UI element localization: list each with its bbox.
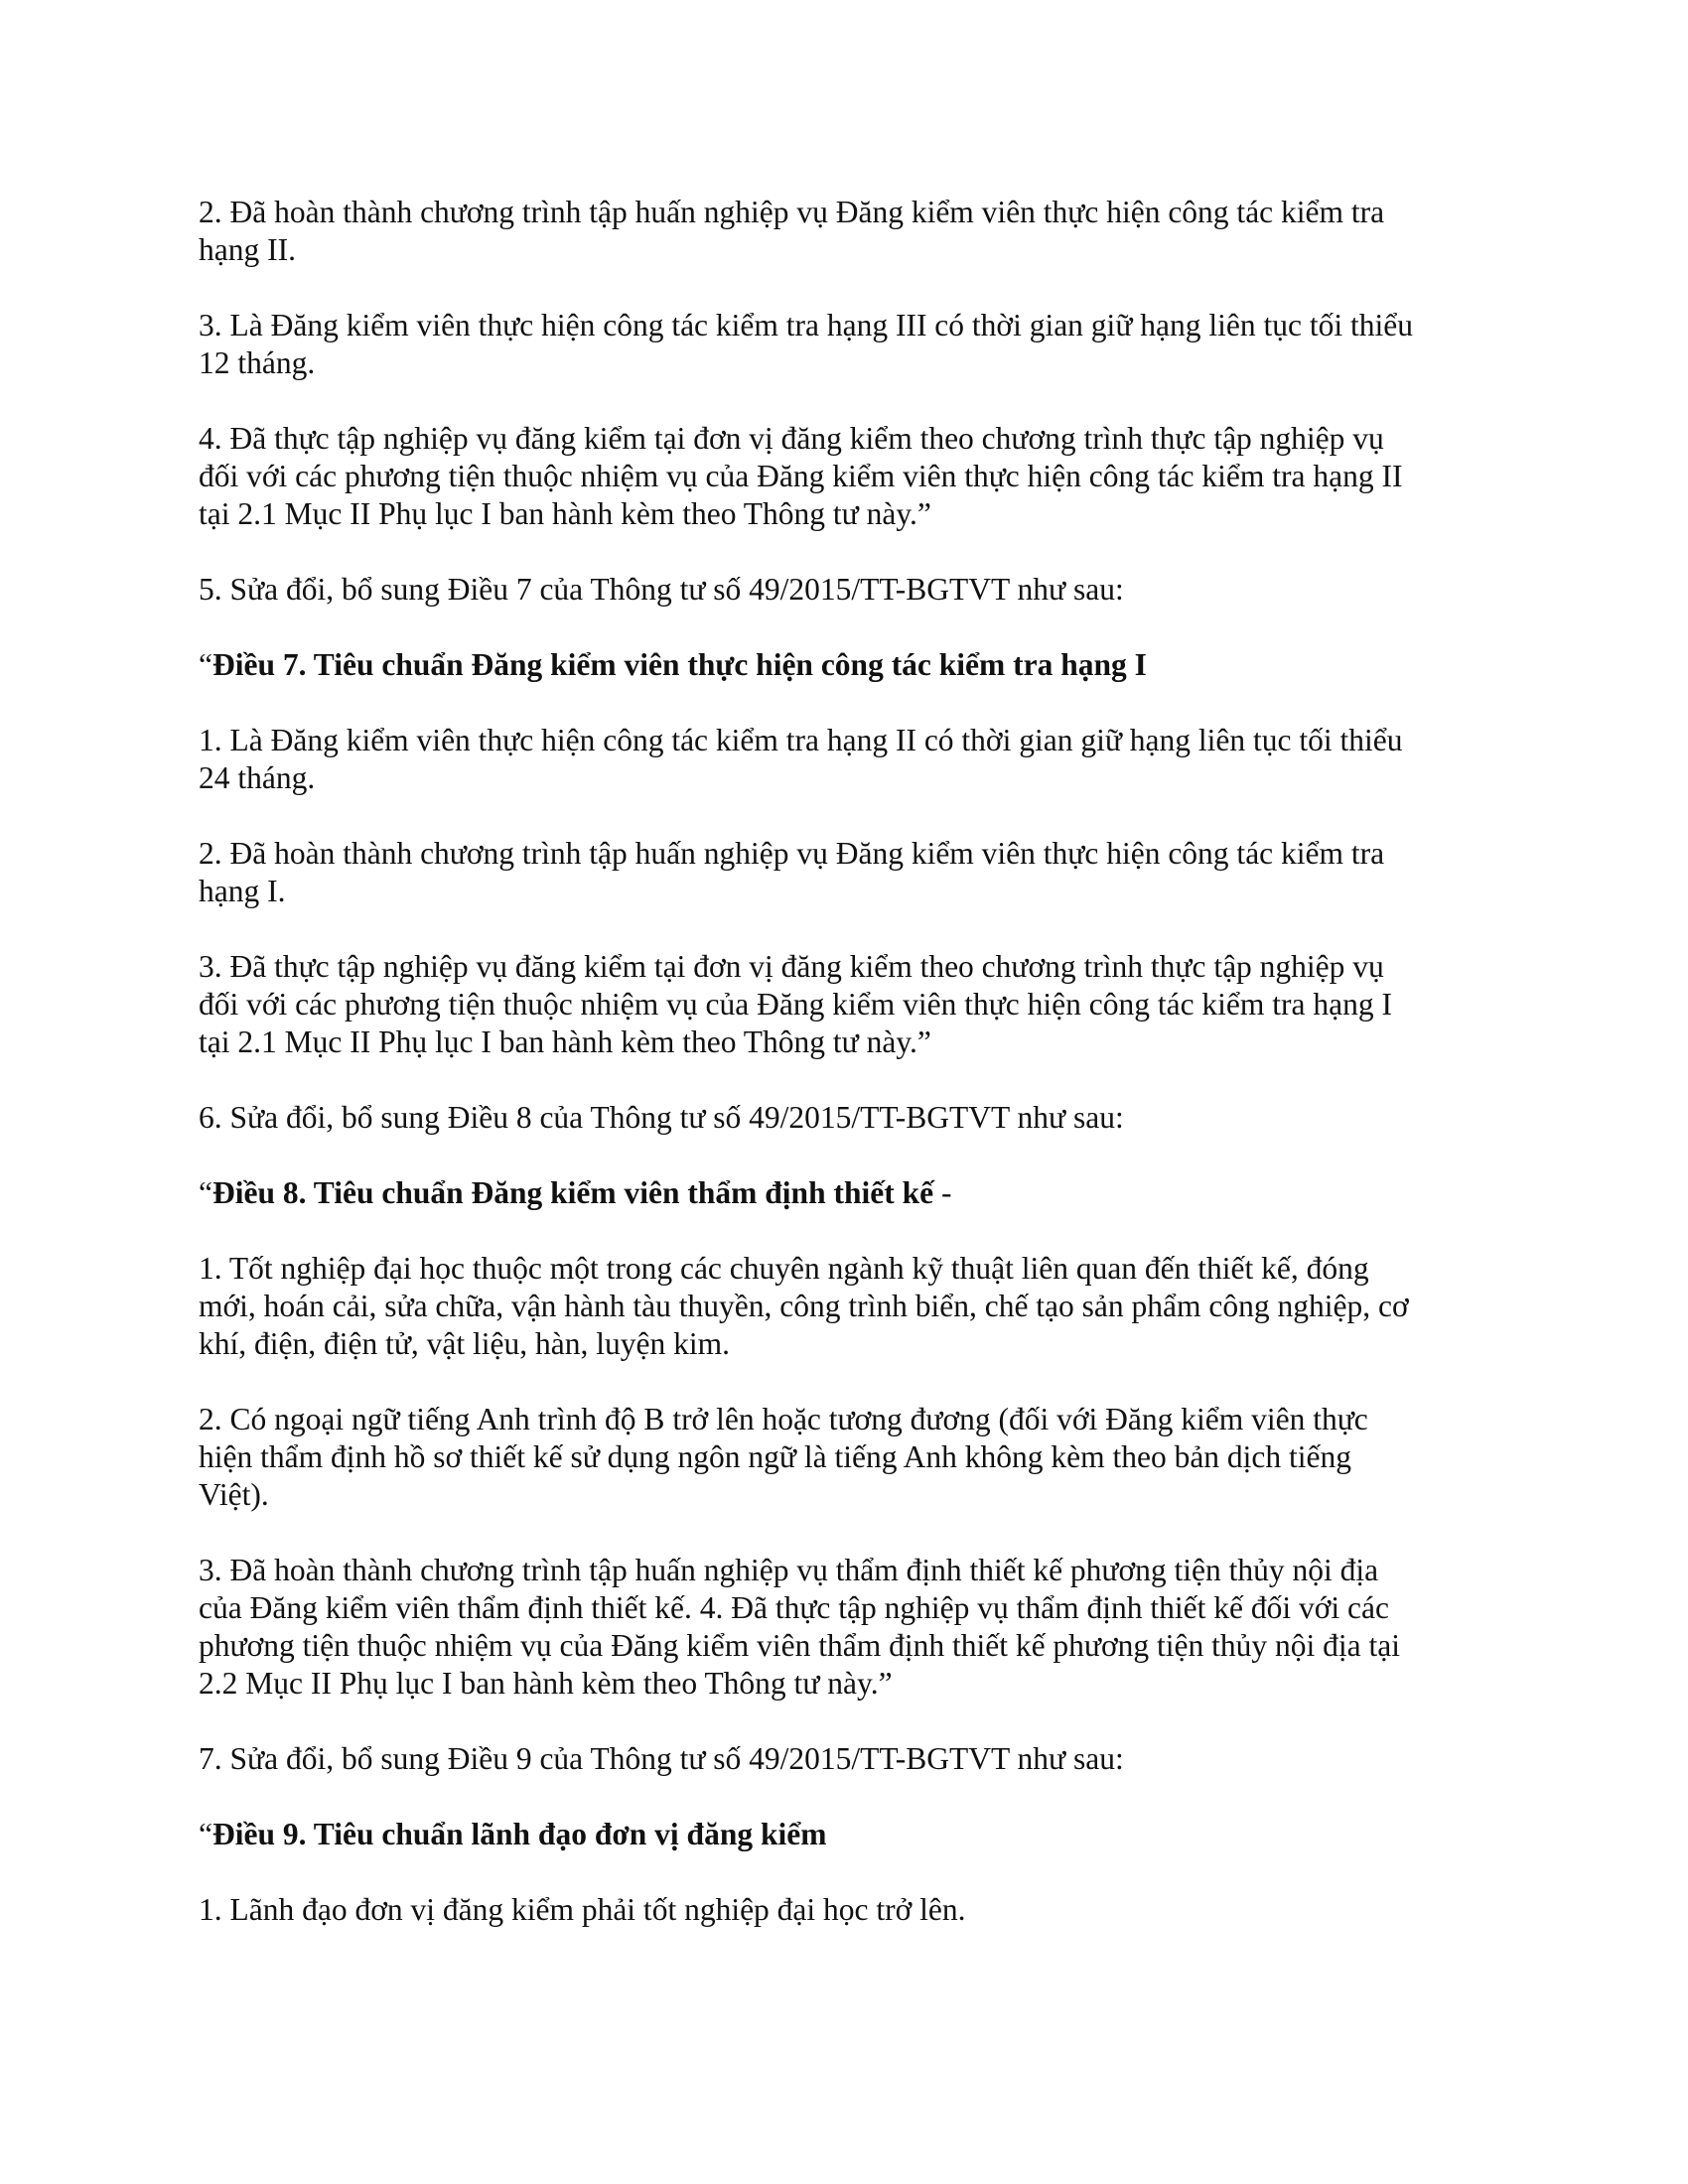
article-7-title: Điều 7. Tiêu chuẩn Đăng kiểm viên thực hiện công tác kiểm tra hạng I xyxy=(211,647,1147,682)
open-quote: “ xyxy=(199,647,212,682)
article-9-title: Điều 9. Tiêu chuẩn lãnh đạo đơn vị đăng kiểm xyxy=(211,1817,827,1851)
article-7-item-1: 1. Là Đăng kiểm viên thực hiện công tác kiểm tra hạng II có thời gian giữ hạng liên tục tối thiểu 24 tháng. xyxy=(199,723,1403,795)
article-8-item-3: 3. Đã hoàn thành chương trình tập huấn nghiệp vụ thẩm định thiết kế phương tiện thủy nội địa của Đăng kiểm viên thẩm định thiết kế. 4. Đã thực tập nghiệp vụ thẩm định thiết kế đối với các phương tiện thuộc nhiệm vụ của Đăng kiểm viên thẩm định thiết kế phương tiện thủy nội địa tại 2.2 Mục II Phụ lục I ban hành kèm theo Thông tư này.” xyxy=(199,1553,1400,1701)
document-page xyxy=(199,194,1489,1967)
article-7-heading xyxy=(199,646,1489,684)
article-7-item-3: 3. Đã thực tập nghiệp vụ đăng kiểm tại đơn vị đăng kiểm theo chương trình thực tập nghiệp vụ đối với các phương tiện thuộc nhiệm vụ của Đăng kiểm viên thực hiện công tác kiểm tra hạng I tại 2.1 Mục II Phụ lục I ban hành kèm theo Thông tư này.” xyxy=(199,949,1392,1059)
article-9-heading xyxy=(199,1816,1489,1853)
article-7-item-2: 2. Đã hoàn thành chương trình tập huấn nghiệp vụ Đăng kiểm viên thực hiện công tác kiểm tra hạng I. xyxy=(199,836,1385,908)
article-8-item-1: 1. Tốt nghiệp đại học thuộc một trong các chuyên ngành kỹ thuật liên quan đến thiết kế, đóng mới, hoán cải, sửa chữa, vận hành tàu thuyền, công trình biển, chế tạo sản phẩm công nghiệp, cơ khí, điện, điện tử, vật liệu, hàn, luyện kim. xyxy=(199,1251,1409,1361)
amendment-clause-5: 5. Sửa đổi, bổ sung Điều 7 của Thông tư số 49/2015/TT-BGTVT như sau: xyxy=(199,572,1124,607)
open-quote: “ xyxy=(199,1175,212,1210)
article-8-title: Điều 8. Tiêu chuẩn Đăng kiểm viên thẩm định thiết kế xyxy=(211,1175,934,1210)
article-9-item-1: 1. Lãnh đạo đơn vị đăng kiểm phải tốt nghiệp đại học trở lên. xyxy=(199,1892,966,1927)
paragraph-item-3: 3. Là Đăng kiểm viên thực hiện công tác kiểm tra hạng III có thời gian giữ hạng liên tục tối thiểu 12 tháng. xyxy=(199,308,1413,380)
article-8-item-2: 2. Có ngoại ngữ tiếng Anh trình độ B trở lên hoặc tương đương (đối với Đăng kiểm viên thực hiện thẩm định hồ sơ thiết kế sử dụng ngôn ngữ là tiếng Anh không kèm theo bản dịch tiếng Việt). xyxy=(199,1402,1368,1512)
heading-suffix: - xyxy=(933,1175,952,1210)
open-quote: “ xyxy=(199,1817,212,1851)
article-8-heading xyxy=(199,1174,1489,1212)
paragraph-item-2: 2. Đã hoàn thành chương trình tập huấn nghiệp vụ Đăng kiểm viên thực hiện công tác kiểm tra hạng II. xyxy=(199,195,1385,267)
amendment-clause-6: 6. Sửa đổi, bổ sung Điều 8 của Thông tư số 49/2015/TT-BGTVT như sau: xyxy=(199,1100,1124,1135)
paragraph-item-4: 4. Đã thực tập nghiệp vụ đăng kiểm tại đơn vị đăng kiểm theo chương trình thực tập nghiệp vụ đối với các phương tiện thuộc nhiệm vụ của Đăng kiểm viên thực hiện công tác kiểm tra hạng II tại 2.1 Mục II Phụ lục I ban hành kèm theo Thông tư này.” xyxy=(199,421,1403,531)
amendment-clause-7: 7. Sửa đổi, bổ sung Điều 9 của Thông tư số 49/2015/TT-BGTVT như sau: xyxy=(199,1741,1124,1776)
